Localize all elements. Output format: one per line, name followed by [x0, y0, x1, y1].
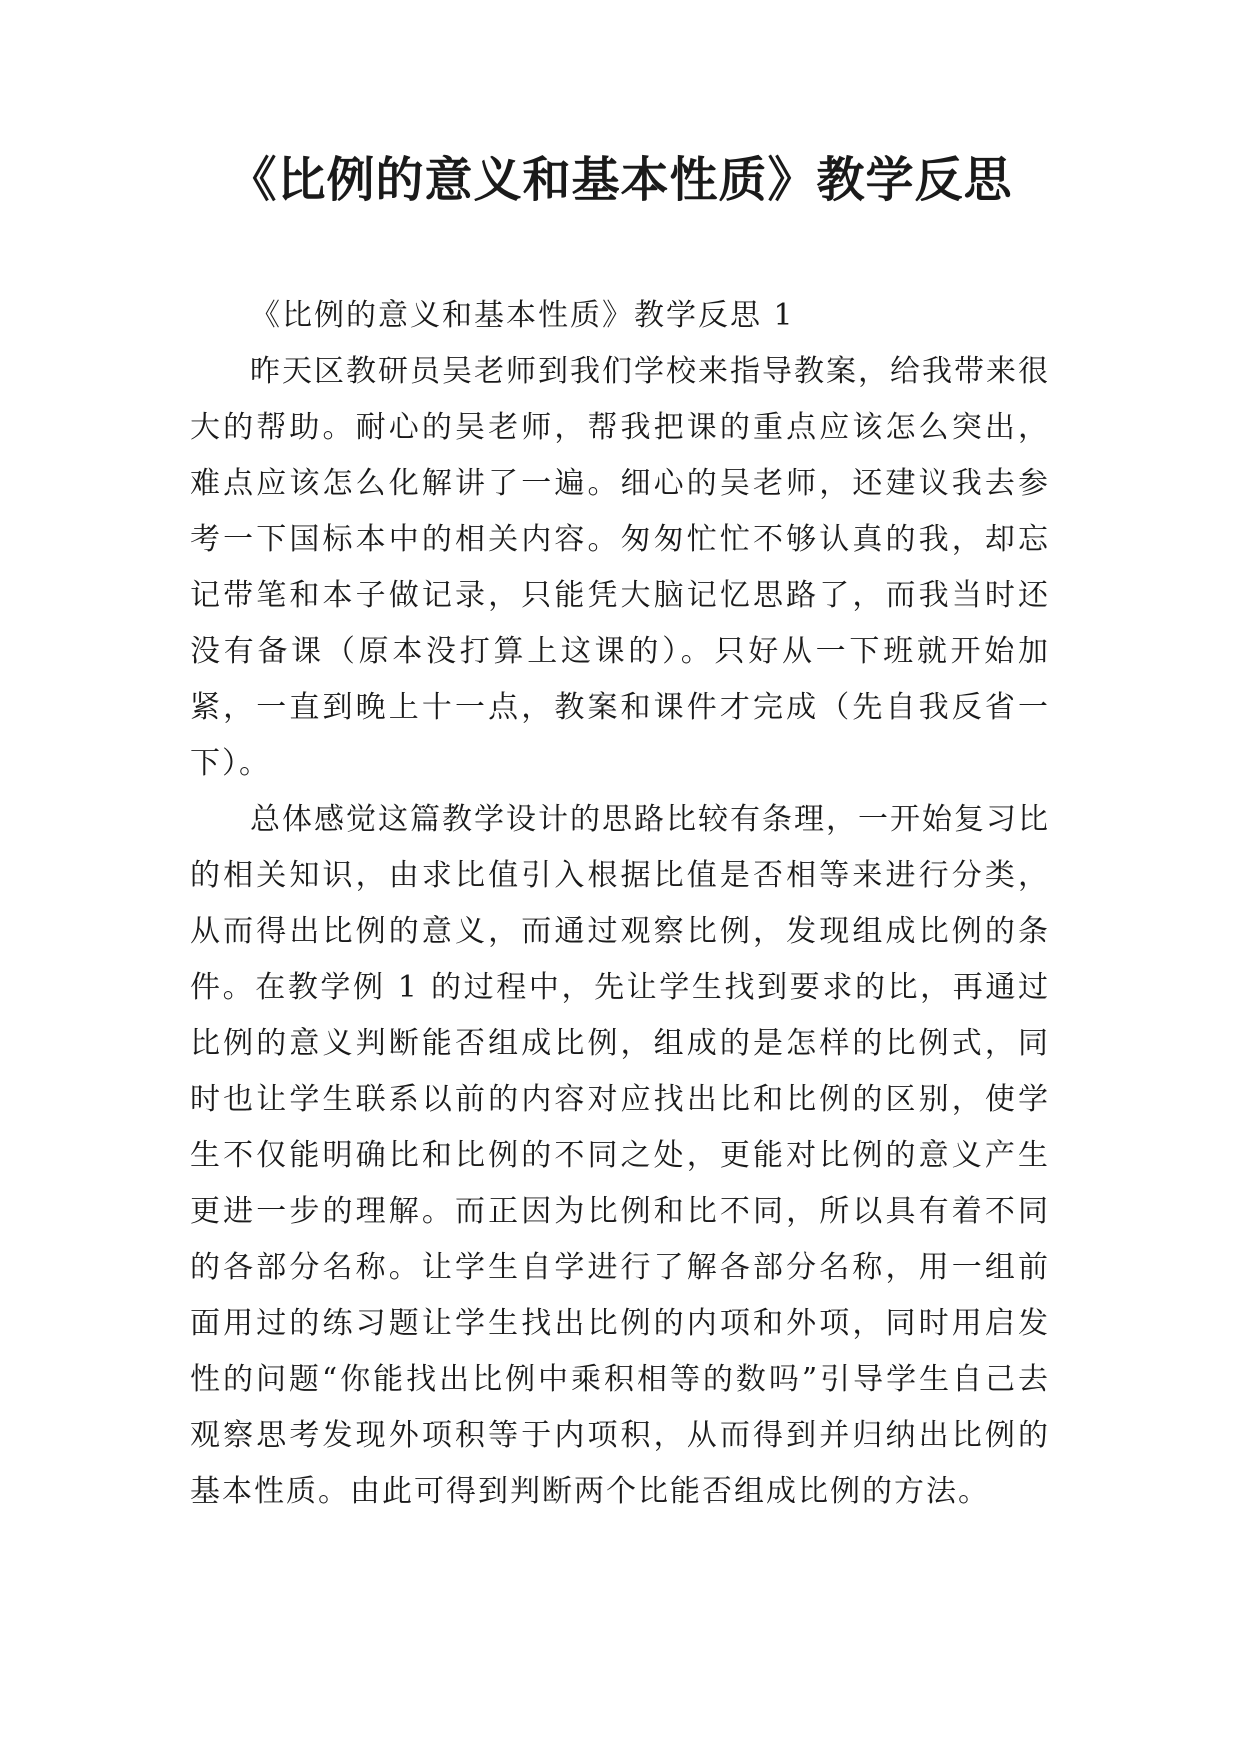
- document-title: 《比例的意义和基本性质》教学反思: [228, 152, 1013, 208]
- paragraph-1: 昨天区教研员吴老师到我们学校来指导教案，给我带来很大的帮助。耐心的吴老师，帮我把课的重点应该怎么突出，难点应该怎么化解讲了一遍。细心的吴老师，还建议我去参考一下国标本中的相关内容。匆匆忙忙不够认真的我，却忘记带笔和本子做记录，只能凭大脑记忆思路了，而我当时还没有备课（原本没打算上这课的）。只好从一下班就开始加紧，一直到晚上十一点，教案和课件才完成（先自我反省一下）。: [190, 354, 1050, 781]
- section-heading: 《比例的意义和基本性质》教学反思 1: [250, 298, 795, 333]
- paragraph-2: 总体感觉这篇教学设计的思路比较有条理，一开始复习比的相关知识，由求比值引入根据比值是否相等来进行分类，从而得出比例的意义，而通过观察比例，发现组成比例的条件。在教学例 1 的过程中，先让学生找到要求的比，再通过比例的意义判断能否组成比例，组成的是怎样的比例式，同时也让学生联系以前的内容对应找出比和比例的区别，使学生不仅能明确比和比例的不同之处，更能对比例的意义产生更进一步的理解。而正因为比例和比不同，所以具有着不同的各部分名称。让学生自学进行了解各部分名称，用一组前面用过的练习题让学生找出比例的内项和外项，同时用启发性的问题“你能找出比例中乘积相等的数吗”引导学生自己去观察思考发现外项积等于内项积，从而得到并归纳出比例的基本性质。由此可得到判断两个比能否组成比例的方法。: [190, 802, 1050, 1509]
- document-body: [190, 288, 1050, 1520]
